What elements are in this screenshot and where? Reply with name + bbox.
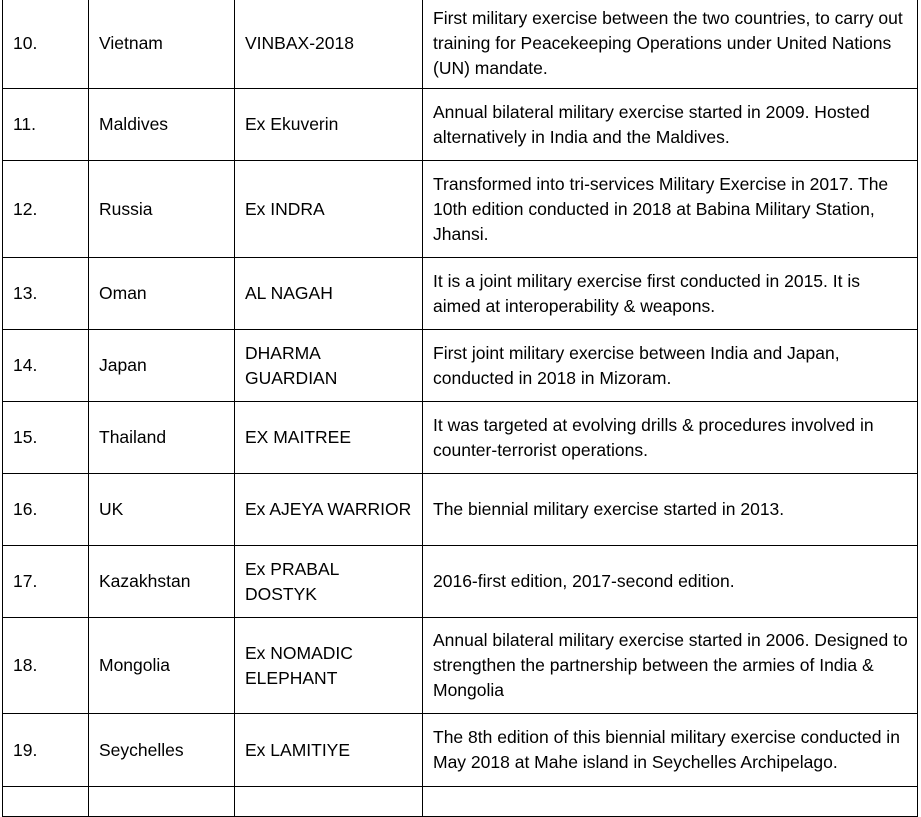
description-cell: First military exercise between the two countries, to carry out training for Peacekeeping Operations under United Nations (UN) mandate. xyxy=(423,0,918,89)
description-cell: It is a joint military exercise first conducted in 2015. It is aimed at interoperability & weapons. xyxy=(423,258,918,330)
row-number: 16. xyxy=(3,474,89,546)
description-cell: First joint military exercise between India and Japan, conducted in 2018 in Mizoram. xyxy=(423,330,918,402)
description-cell: Annual bilateral military exercise started in 2006. Designed to strengthen the partnership between the armies of India & Mongolia xyxy=(423,618,918,714)
exercise-name-cell: Ex AJEYA WARRIOR xyxy=(235,474,423,546)
description-cell: 2016-first edition, 2017-second edition. xyxy=(423,546,918,618)
row-number: 10. xyxy=(3,0,89,89)
empty-cell xyxy=(3,787,89,817)
table-row xyxy=(3,258,918,330)
description-cell: Transformed into tri-services Military Exercise in 2017. The 10th edition conducted in 2018 at Babina Military Station, Jhansi. xyxy=(423,161,918,258)
empty-cell xyxy=(423,787,918,817)
country-cell: Maldives xyxy=(89,89,235,161)
table-row xyxy=(3,714,918,787)
table-row xyxy=(3,89,918,161)
table-row xyxy=(3,546,918,618)
exercise-name-cell: Ex NOMADIC ELEPHANT xyxy=(235,618,423,714)
exercise-name-cell: Ex PRABAL DOSTYK xyxy=(235,546,423,618)
row-number: 14. xyxy=(3,330,89,402)
table-row-partial xyxy=(3,787,918,817)
country-cell: UK xyxy=(89,474,235,546)
table-row xyxy=(3,618,918,714)
description-cell: It was targeted at evolving drills & procedures involved in counter-terrorist operations. xyxy=(423,402,918,474)
country-cell: Oman xyxy=(89,258,235,330)
exercise-name-cell: Ex Ekuverin xyxy=(235,89,423,161)
description-cell: Annual bilateral military exercise started in 2009. Hosted alternatively in India and the Maldives. xyxy=(423,89,918,161)
exercise-name-cell: AL NAGAH xyxy=(235,258,423,330)
country-cell: Thailand xyxy=(89,402,235,474)
exercise-name-cell: Ex LAMITIYE xyxy=(235,714,423,787)
table-row xyxy=(3,402,918,474)
country-cell: Vietnam xyxy=(89,0,235,89)
empty-cell xyxy=(235,787,423,817)
row-number: 15. xyxy=(3,402,89,474)
row-number: 19. xyxy=(3,714,89,787)
table-row xyxy=(3,161,918,258)
description-cell: The 8th edition of this biennial military exercise conducted in May 2018 at Mahe island in Seychelles Archipelago. xyxy=(423,714,918,787)
row-number: 12. xyxy=(3,161,89,258)
exercise-name-cell: VINBAX-2018 xyxy=(235,0,423,89)
table-row xyxy=(3,0,918,89)
country-cell: Kazakhstan xyxy=(89,546,235,618)
table-row xyxy=(3,474,918,546)
country-cell: Japan xyxy=(89,330,235,402)
country-cell: Mongolia xyxy=(89,618,235,714)
table-row xyxy=(3,330,918,402)
country-cell: Russia xyxy=(89,161,235,258)
row-number: 11. xyxy=(3,89,89,161)
exercise-name-cell: Ex INDRA xyxy=(235,161,423,258)
empty-cell xyxy=(89,787,235,817)
row-number: 13. xyxy=(3,258,89,330)
exercise-name-cell: DHARMA GUARDIAN xyxy=(235,330,423,402)
row-number: 17. xyxy=(3,546,89,618)
exercise-name-cell: EX MAITREE xyxy=(235,402,423,474)
military-exercise-table xyxy=(2,0,918,817)
country-cell: Seychelles xyxy=(89,714,235,787)
row-number: 18. xyxy=(3,618,89,714)
description-cell: The biennial military exercise started in 2013. xyxy=(423,474,918,546)
